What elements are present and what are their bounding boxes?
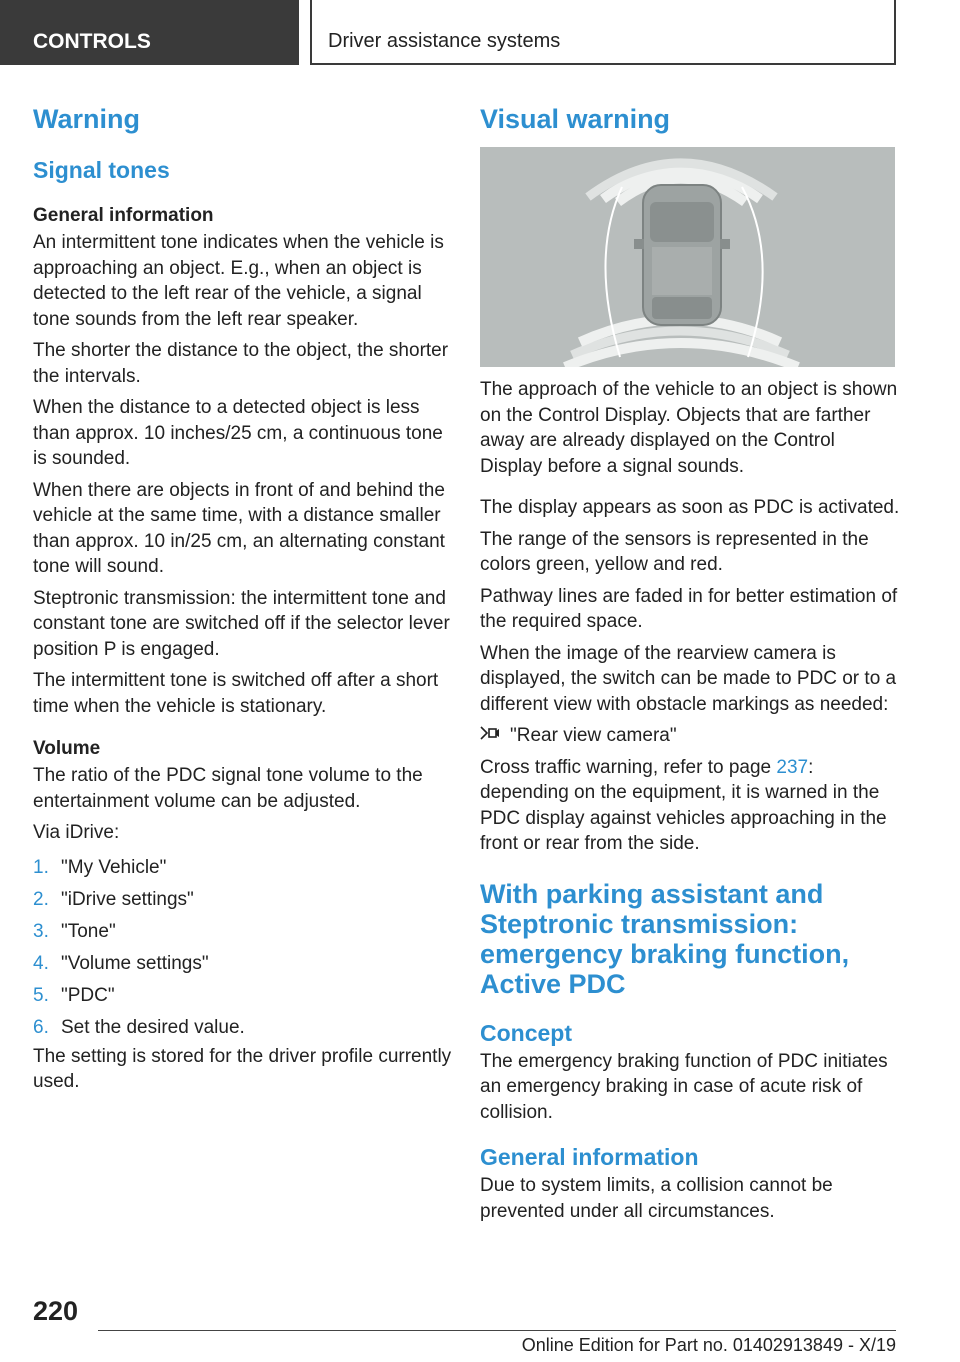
subheading-general-information: General information (33, 205, 214, 226)
paragraph: The approach of the vehicle to an object is shown on the Control Display. Objects that are farther away are already displayed on the Control Display before a signal sounds. (480, 379, 898, 477)
heading-parking-assistant: With parking assistant and Steptronic transmission: emergency braking function, Active PDC (480, 878, 850, 999)
paragraph: When there are objects in front of and behind the vehicle at the same time, with a distance smaller than approx. 10 in/25 cm, an alternating constant tone will sound. (33, 479, 445, 577)
paragraph: When the image of the rearview camera is displayed, the switch can be made to PDC or to a different view with obstacle markings as needed: (480, 642, 897, 715)
paragraph: The intermittent tone is switched off after a short time when the vehicle is stationary. (33, 670, 439, 717)
paragraph: When the distance to a detected object is less than approx. 10 inches/25 cm, a continuous tone is sounded. (33, 397, 443, 469)
step-text: "Tone" (61, 920, 116, 942)
page-link[interactable]: 237 (776, 756, 809, 778)
paragraph: An intermittent tone indicates when the vehicle is approaching an object. E.g., when an object is detected to the left rear of the vehicle, a signal tone sounds from the left rear speaker. (33, 232, 444, 330)
step-text: "PDC" (61, 984, 115, 1006)
paragraph: The ratio of the PDC signal tone volume to the entertainment volume can be adjusted. (33, 765, 423, 812)
step-number: 1. (33, 856, 49, 878)
left-column (33, 100, 453, 1095)
step-number: 2. (33, 888, 49, 910)
text-segment: Cross traffic warning, refer to page (480, 756, 777, 778)
steps-list (33, 852, 453, 1044)
list-item (33, 916, 453, 948)
step-number: 5. (33, 984, 49, 1006)
paragraph: Due to system limits, a collision cannot be prevented under all circumstances. (480, 1175, 833, 1222)
right-column (480, 100, 900, 1224)
page-number: 220 (33, 1296, 79, 1326)
paragraph: The range of the sensors is represented in the colors green, yellow and red. (480, 528, 869, 575)
list-item (33, 1012, 453, 1044)
header-chapter: Driver assistance systems (310, 0, 896, 65)
camera-item-label: "Rear view camera" (510, 725, 677, 746)
heading-general-information: General information (480, 1144, 699, 1171)
step-number: 3. (33, 920, 49, 942)
pdc-display-illustration (480, 147, 895, 367)
paragraph: Pathway lines are faded in for better estimation of the required space. (480, 585, 898, 632)
list-item (33, 884, 453, 916)
list-item (33, 948, 453, 980)
paragraph: The setting is stored for the driver profile currently used. (33, 1045, 452, 1092)
heading-warning: Warning (33, 104, 140, 134)
step-number: 6. (33, 1016, 49, 1038)
step-number: 4. (33, 952, 49, 974)
heading-visual-warning: Visual warning (480, 104, 671, 134)
rear-camera-icon (480, 723, 502, 749)
paragraph: The emergency braking function of PDC initiates an emergency braking in case of acute risk of collision. (480, 1050, 888, 1123)
heading-concept: Concept (480, 1019, 572, 1046)
step-text: "Volume settings" (61, 952, 209, 974)
step-text: Set the desired value. (61, 1016, 245, 1038)
footer-edition: Online Edition for Part no. 01402913849 - X/19 (521, 1335, 896, 1355)
list-item (33, 852, 453, 884)
paragraph (480, 755, 900, 857)
paragraph: Via iDrive: (33, 822, 120, 843)
paragraph: Steptronic transmission: the intermittent tone and constant tone are switched off if the selector lever position P is engaged. (33, 587, 450, 660)
step-text: "My Vehicle" (61, 856, 167, 878)
list-item (33, 980, 453, 1012)
step-text: "iDrive settings" (61, 888, 194, 910)
car-top-view-icon (480, 147, 895, 367)
footer-divider (98, 1330, 896, 1331)
text-segment: : depending on the equipment, it is warned in the PDC display against vehicles approaching in the front or rear from the side. (480, 756, 887, 855)
camera-item (480, 723, 900, 749)
subheading-volume: Volume (33, 738, 101, 759)
header-section: CONTROLS (0, 0, 299, 65)
heading-signal-tones: Signal tones (33, 157, 170, 183)
paragraph: The shorter the distance to the object, the shorter the intervals. (33, 340, 449, 387)
paragraph: The display appears as soon as PDC is activated. (480, 497, 900, 518)
